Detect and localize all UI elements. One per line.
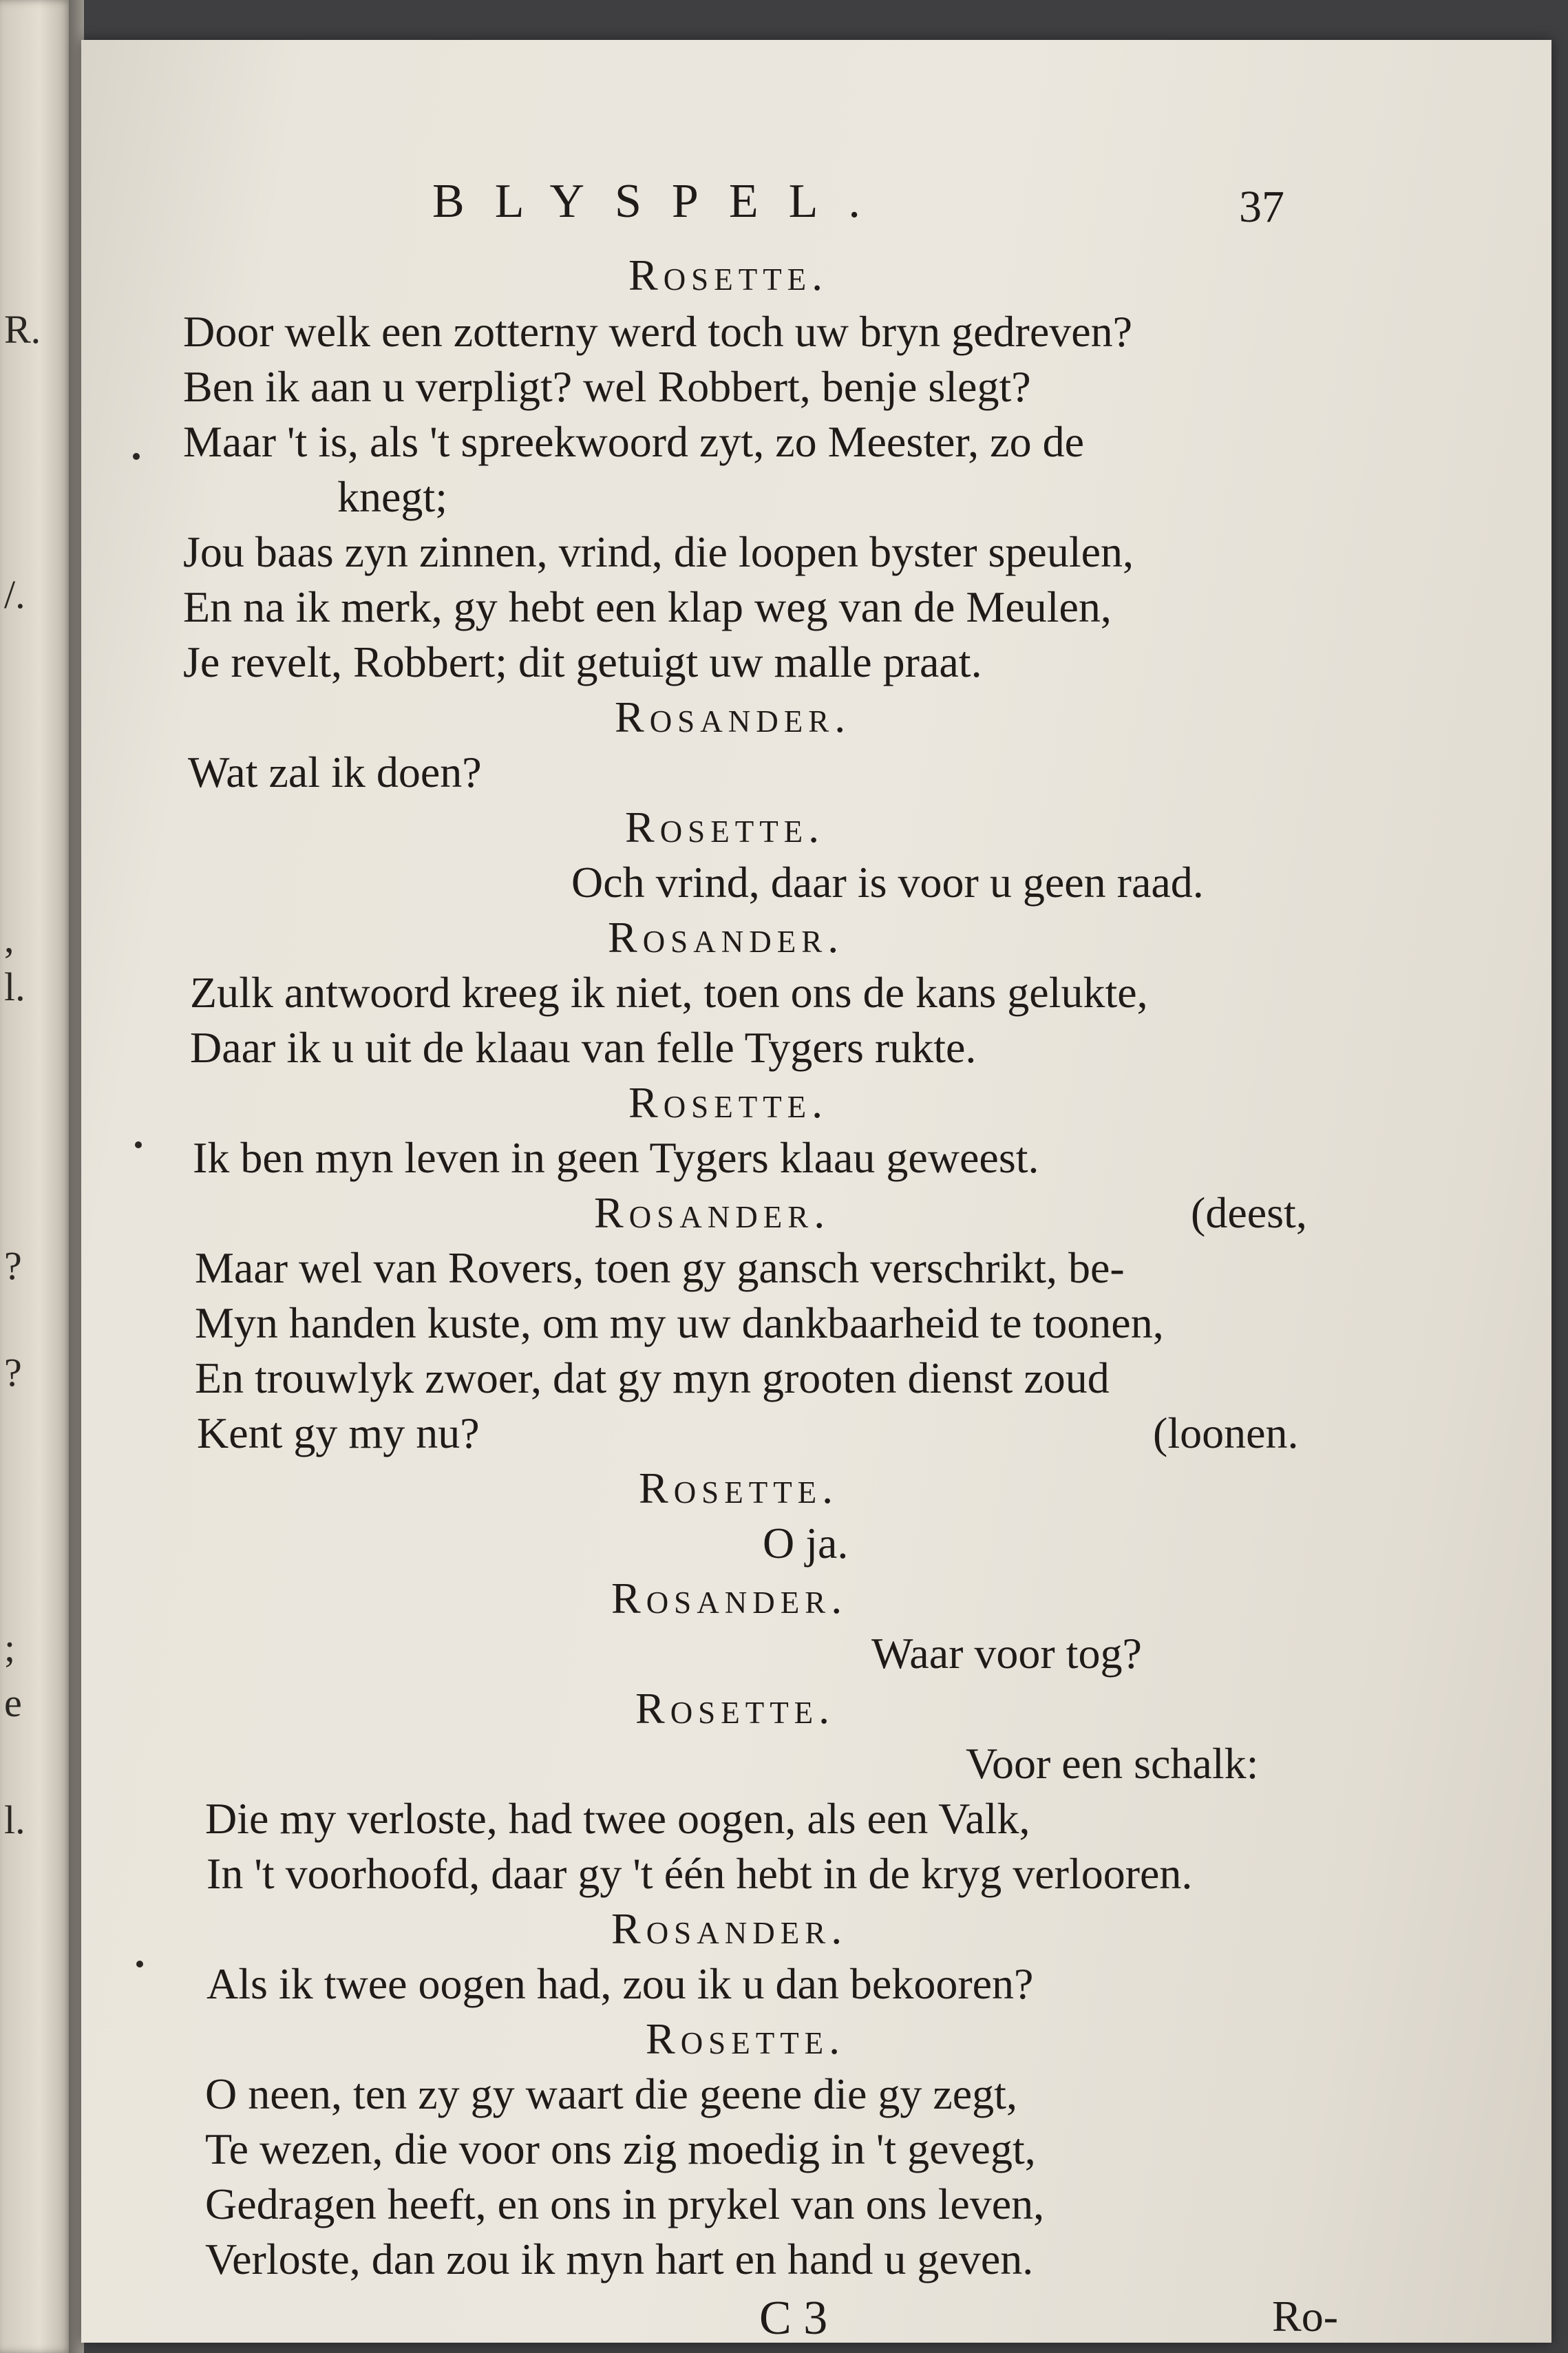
verse-line: Verloste, dan zou ik myn hart en hand u geven. xyxy=(205,2235,1034,2283)
verse-line: Waar voor tog? xyxy=(871,1629,1142,1678)
ink-speck xyxy=(135,1141,142,1148)
previous-page-fragment: l. xyxy=(4,1797,25,1842)
verse-line: Zulk antwoord kreeg ik niet, toen ons de kans gelukte, xyxy=(190,968,1148,1017)
verse-line: Ik ben myn leven in geen Tygers klaau geweest. xyxy=(193,1133,1039,1182)
speaker-heading: Rosander. xyxy=(594,1188,831,1237)
verse-line: Gedragen heeft, en ons in prykel van ons leven, xyxy=(205,2180,1045,2228)
book-page xyxy=(81,40,1551,2343)
verse-line: Jou baas zyn zinnen, vrind, die loopen byster speulen, xyxy=(183,527,1134,576)
ink-speck xyxy=(133,453,140,460)
previous-page-fragment: , xyxy=(4,916,14,961)
verse-line: Als ik twee oogen had, zou ik u dan bekooren? xyxy=(206,1959,1034,2008)
speaker-heading: Rosander. xyxy=(615,693,851,741)
speaker-heading: Rosette. xyxy=(635,1684,836,1733)
verse-line: Door welk een zotterny werd toch uw bryn gedreven? xyxy=(183,307,1133,356)
verse-line: knegt; xyxy=(337,472,447,521)
running-title: BLYSPEL. xyxy=(432,175,891,228)
previous-page-fragment: ? xyxy=(4,1243,22,1288)
speaker-heading: Rosette. xyxy=(625,803,825,852)
speaker-heading: Rosander. xyxy=(611,1904,848,1953)
verse-line-runover: (loonen. xyxy=(1153,1408,1299,1457)
verse-line: En na ik merk, gy hebt een klap weg van de Meulen, xyxy=(183,582,1112,631)
previous-page-fragment: e xyxy=(4,1680,22,1725)
verse-line-runover: (deest, xyxy=(1191,1188,1307,1237)
page-number: 37 xyxy=(1239,182,1284,232)
previous-page-edge xyxy=(0,0,72,2353)
verse-line: Wat zal ik doen? xyxy=(188,748,482,796)
verse-line: O ja. xyxy=(763,1519,849,1568)
previous-page-fragment: ; xyxy=(4,1625,16,1670)
verse-line: Maar 't is, als 't spreekwoord zyt, zo Meester, zo de xyxy=(183,417,1084,466)
verse-line: En trouwlyk zwoer, dat gy myn grooten dienst zoud xyxy=(195,1353,1110,1402)
speaker-heading: Rosander. xyxy=(611,1574,848,1623)
previous-page-fragment: ? xyxy=(4,1350,22,1395)
verse-line: Maar wel van Rovers, toen gy gansch verschrikt, be- xyxy=(195,1243,1125,1292)
verse-line: O neen, ten zy gy waart die geene die gy zegt, xyxy=(205,2069,1017,2118)
speaker-heading: Rosette. xyxy=(628,1078,829,1127)
speaker-heading: Rosette. xyxy=(628,251,829,299)
verse-line: Je revelt, Robbert; dit getuigt uw malle praat. xyxy=(183,637,982,686)
verse-line: Ben ik aan u verpligt? wel Robbert, benje slegt? xyxy=(183,362,1031,411)
verse-line: Voor een schalk: xyxy=(966,1739,1259,1788)
verse-line: Te wezen, die voor ons zig moedig in 't gevegt, xyxy=(205,2124,1036,2173)
verse-line: Myn handen kuste, om my uw dankbaarheid te toonen, xyxy=(195,1298,1164,1347)
catchword: Ro- xyxy=(1272,2292,1338,2341)
ink-speck xyxy=(136,1961,143,1967)
speaker-heading: Rosette. xyxy=(639,1464,839,1512)
previous-page-fragment: R. xyxy=(4,307,41,352)
verse-line: Och vrind, daar is voor u geen raad. xyxy=(571,858,1204,907)
previous-page-fragment: /. xyxy=(4,572,25,617)
signature-mark: C 3 xyxy=(759,2292,828,2345)
verse-line: Daar ik u uit de klaau van felle Tygers rukte. xyxy=(190,1023,977,1072)
speaker-heading: Rosander. xyxy=(608,913,845,962)
verse-line: Die my verloste, had twee oogen, als een Valk, xyxy=(205,1794,1030,1843)
speaker-heading: Rosette. xyxy=(646,2014,846,2063)
verse-line: In 't voorhoofd, daar gy 't één hebt in de kryg verlooren. xyxy=(206,1849,1193,1898)
previous-page-fragment: l. xyxy=(4,964,25,1009)
verse-line: Kent gy my nu? xyxy=(197,1408,480,1457)
